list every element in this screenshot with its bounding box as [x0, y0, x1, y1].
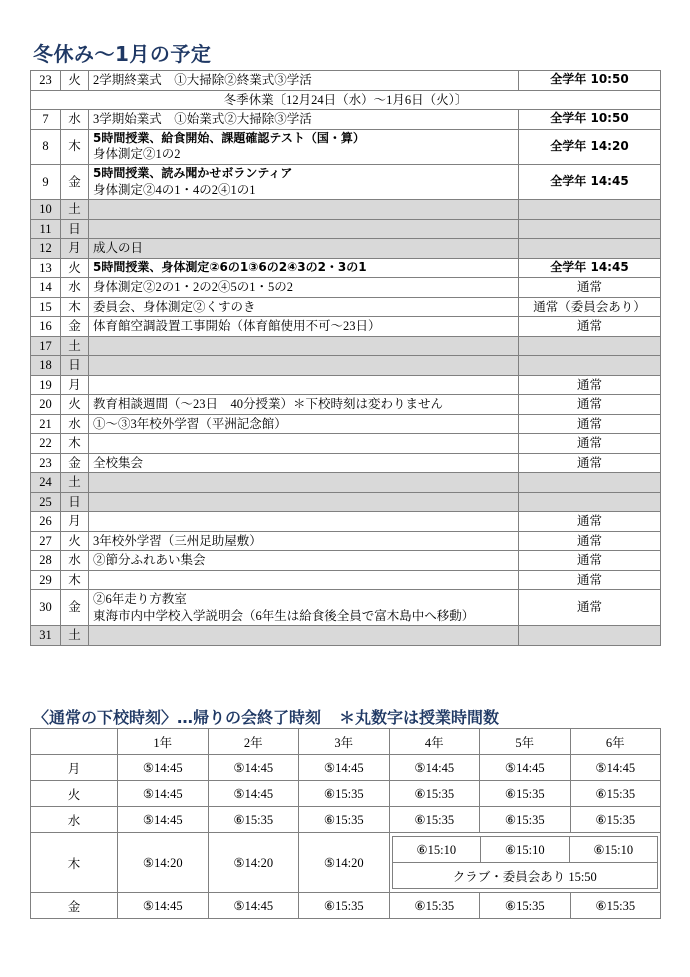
schedule-table-body	[31, 71, 661, 646]
dismissal-table-container	[30, 728, 660, 919]
schedule-day-number: 31	[31, 626, 61, 646]
dismissal-corner-cell	[31, 729, 118, 755]
schedule-weekday: 火	[61, 71, 89, 91]
dismissal-time-cell: ⑤14:45	[208, 893, 299, 919]
schedule-table	[30, 70, 661, 646]
dismissal-time-cell: ⑥15:35	[480, 807, 571, 833]
schedule-event-cell	[89, 395, 519, 415]
schedule-weekday: 土	[61, 626, 89, 646]
schedule-event-cell	[89, 200, 519, 220]
dismissal-grade-header: 1年	[118, 729, 209, 755]
dismissal-thursday-times-row	[392, 837, 658, 863]
schedule-event-cell	[89, 512, 519, 532]
schedule-event-cell	[89, 129, 519, 164]
schedule-row	[31, 512, 661, 532]
schedule-event-line: 東海市内中学校入学説明会（6年生は給食後全員で富木島中へ移動）	[93, 608, 475, 623]
schedule-dismissal-time: 通常	[519, 414, 661, 434]
dismissal-club-note: クラブ・委員会あり 15:50	[392, 863, 658, 889]
dismissal-header-row	[31, 729, 661, 755]
schedule-day-number: 28	[31, 551, 61, 571]
schedule-event-cell	[89, 414, 519, 434]
schedule-row	[31, 531, 661, 551]
schedule-dismissal-time: 通常	[519, 531, 661, 551]
dismissal-time-cell: ⑤14:45	[570, 755, 661, 781]
schedule-weekday: 金	[61, 590, 89, 626]
schedule-weekday: 火	[61, 531, 89, 551]
schedule-event-line: 3学期始業式 ①始業式②大掃除③学活	[93, 112, 312, 126]
schedule-day-number: 23	[31, 71, 61, 91]
schedule-dismissal-time: 全学年 10:50	[519, 110, 661, 130]
schedule-event-cell	[89, 453, 519, 473]
schedule-weekday: 木	[61, 434, 89, 454]
schedule-weekday: 水	[61, 551, 89, 571]
schedule-dismissal-time: 通常	[519, 570, 661, 590]
schedule-weekday: 土	[61, 200, 89, 220]
schedule-event-line: 身体測定②1の2	[93, 147, 181, 162]
dismissal-time-cell: ⑤14:45	[299, 755, 390, 781]
schedule-row	[31, 453, 661, 473]
schedule-day-number: 23	[31, 453, 61, 473]
schedule-event-cell	[89, 317, 519, 337]
dismissal-grade-header: 3年	[299, 729, 390, 755]
schedule-day-number: 17	[31, 336, 61, 356]
schedule-weekday: 月	[61, 239, 89, 259]
schedule-day-number: 9	[31, 164, 61, 199]
schedule-dismissal-time: 全学年 14:45	[519, 258, 661, 278]
schedule-row	[31, 626, 661, 646]
schedule-event-line: 5時間授業、給食開始、課題確認テスト（国・算）	[93, 130, 365, 145]
schedule-row	[31, 570, 661, 590]
schedule-day-number: 14	[31, 278, 61, 298]
schedule-day-number: 16	[31, 317, 61, 337]
schedule-weekday: 火	[61, 395, 89, 415]
schedule-weekday: 水	[61, 110, 89, 130]
schedule-row	[31, 239, 661, 259]
schedule-event-line: 体育館空調設置工事開始（体育館使用不可〜23日）	[93, 319, 381, 334]
dismissal-time-cell: ⑥15:35	[480, 781, 571, 807]
schedule-event-cell	[89, 570, 519, 590]
schedule-dismissal-time	[519, 356, 661, 376]
schedule-event-cell	[89, 110, 519, 130]
dismissal-row-thursday	[31, 833, 661, 893]
dismissal-heading	[33, 705, 499, 728]
dismissal-day-label: 金	[31, 893, 118, 919]
schedule-event-cell	[89, 278, 519, 298]
schedule-day-number: 7	[31, 110, 61, 130]
dismissal-time-cell: ⑥15:35	[570, 893, 661, 919]
dismissal-thursday-club-row	[392, 863, 658, 889]
schedule-weekday: 金	[61, 317, 89, 337]
schedule-day-number: 10	[31, 200, 61, 220]
dismissal-time-cell: ⑥15:10	[569, 837, 658, 863]
dismissal-time-cell: ⑥15:35	[480, 893, 571, 919]
schedule-dismissal-time: 通常（委員会あり）	[519, 297, 661, 317]
schedule-row	[31, 258, 661, 278]
schedule-day-number: 22	[31, 434, 61, 454]
schedule-row	[31, 375, 661, 395]
schedule-event-cell	[89, 375, 519, 395]
schedule-event-cell	[89, 626, 519, 646]
schedule-row	[31, 551, 661, 571]
schedule-row	[31, 110, 661, 130]
schedule-dismissal-time: 通常	[519, 395, 661, 415]
schedule-event-cell	[89, 473, 519, 493]
dismissal-row	[31, 781, 661, 807]
schedule-row	[31, 492, 661, 512]
schedule-day-number: 26	[31, 512, 61, 532]
winter-break-notice: 冬季休業〔12月24日（水）〜1月6日（火）〕	[31, 90, 661, 110]
schedule-weekday: 日	[61, 492, 89, 512]
schedule-weekday: 日	[61, 356, 89, 376]
dismissal-row	[31, 807, 661, 833]
schedule-dismissal-time	[519, 492, 661, 512]
schedule-row	[31, 129, 661, 164]
schedule-weekday: 水	[61, 278, 89, 298]
schedule-dismissal-time: 通常	[519, 590, 661, 626]
schedule-event-line: 成人の日	[93, 241, 144, 256]
dismissal-time-cell: ⑥15:35	[389, 781, 480, 807]
schedule-row	[31, 414, 661, 434]
schedule-day-number: 12	[31, 239, 61, 259]
schedule-dismissal-time: 通常	[519, 278, 661, 298]
dismissal-grade-header: 5年	[480, 729, 571, 755]
schedule-event-line: 3年校外学習（三州足助屋敷）	[93, 533, 262, 548]
schedule-weekday: 日	[61, 219, 89, 239]
schedule-day-number: 8	[31, 129, 61, 164]
schedule-event-cell	[89, 297, 519, 317]
schedule-dismissal-time: 全学年 10:50	[519, 71, 661, 91]
schedule-row	[31, 200, 661, 220]
schedule-row	[31, 356, 661, 376]
schedule-event-cell	[89, 356, 519, 376]
schedule-dismissal-time	[519, 239, 661, 259]
dismissal-time-cell: ⑥15:35	[389, 807, 480, 833]
dismissal-grade-header: 4年	[389, 729, 480, 755]
schedule-event-cell	[89, 492, 519, 512]
schedule-weekday: 土	[61, 473, 89, 493]
schedule-dismissal-time: 全学年 14:20	[519, 129, 661, 164]
schedule-event-cell	[89, 164, 519, 199]
dismissal-heading-main: 〈通常の下校時刻〉…帰りの会終了時刻	[33, 708, 322, 727]
schedule-table-container	[30, 70, 660, 646]
dismissal-time-cell: ⑥15:35	[299, 781, 390, 807]
schedule-event-line: 身体測定②4の1・4の2④1の1	[93, 182, 256, 197]
schedule-day-number: 11	[31, 219, 61, 239]
dismissal-row	[31, 893, 661, 919]
schedule-dismissal-time: 通常	[519, 317, 661, 337]
schedule-row	[31, 395, 661, 415]
dismissal-time-cell: ⑤14:45	[389, 755, 480, 781]
schedule-day-number: 20	[31, 395, 61, 415]
schedule-dismissal-time: 通常	[519, 551, 661, 571]
schedule-day-number: 19	[31, 375, 61, 395]
schedule-row	[31, 336, 661, 356]
schedule-day-number: 25	[31, 492, 61, 512]
schedule-weekday: 水	[61, 414, 89, 434]
schedule-day-number: 27	[31, 531, 61, 551]
schedule-day-number: 30	[31, 590, 61, 626]
schedule-row	[31, 278, 661, 298]
schedule-weekday: 火	[61, 258, 89, 278]
dismissal-time-cell: ⑥15:35	[299, 893, 390, 919]
schedule-weekday: 金	[61, 453, 89, 473]
dismissal-thursday-upper-grades	[389, 833, 661, 893]
dismissal-day-label: 月	[31, 755, 118, 781]
schedule-dismissal-time	[519, 219, 661, 239]
dismissal-time-cell: ⑤14:45	[208, 781, 299, 807]
schedule-event-cell	[89, 336, 519, 356]
schedule-event-cell	[89, 239, 519, 259]
schedule-dismissal-time: 全学年 14:45	[519, 164, 661, 199]
schedule-weekday: 月	[61, 512, 89, 532]
schedule-event-line: ②節分ふれあい集会	[93, 553, 206, 568]
schedule-day-number: 15	[31, 297, 61, 317]
dismissal-time-cell: ⑤14:45	[118, 755, 209, 781]
dismissal-day-label: 水	[31, 807, 118, 833]
schedule-row	[31, 297, 661, 317]
dismissal-time-cell: ⑥15:10	[481, 837, 570, 863]
dismissal-time-cell: ⑤14:45	[118, 893, 209, 919]
schedule-event-line: 5時間授業、身体測定②6の1③6の2④3の2・3の1	[93, 259, 367, 274]
schedule-weekday: 金	[61, 164, 89, 199]
schedule-dismissal-time	[519, 473, 661, 493]
schedule-event-line: 身体測定②2の1・2の2④5の1・5の2	[93, 280, 294, 295]
schedule-row	[31, 434, 661, 454]
schedule-weekday: 木	[61, 129, 89, 164]
dismissal-time-cell: ⑤14:45	[208, 755, 299, 781]
schedule-weekday: 月	[61, 375, 89, 395]
schedule-event-cell	[89, 531, 519, 551]
dismissal-time-cell: ⑥15:10	[392, 837, 481, 863]
dismissal-grade-header: 2年	[208, 729, 299, 755]
schedule-dismissal-time	[519, 626, 661, 646]
dismissal-time-cell: ⑥15:35	[570, 781, 661, 807]
dismissal-row	[31, 755, 661, 781]
schedule-event-line: 2学期終業式 ①大掃除②終業式③学活	[93, 73, 312, 87]
dismissal-time-cell: ⑥15:35	[208, 807, 299, 833]
schedule-event-cell	[89, 434, 519, 454]
dismissal-thursday-subtable	[392, 836, 659, 889]
schedule-row	[31, 71, 661, 91]
schedule-event-cell	[89, 71, 519, 91]
schedule-row	[31, 590, 661, 626]
schedule-day-number: 21	[31, 414, 61, 434]
schedule-event-cell	[89, 219, 519, 239]
schedule-event-line: ①〜③3年校外学習（平洲記念館）	[93, 416, 287, 431]
schedule-event-cell	[89, 590, 519, 626]
dismissal-table-body	[31, 729, 661, 919]
schedule-event-line: 教育相談週間（〜23日 40分授業）＊下校時刻は変わりません	[93, 397, 444, 412]
schedule-dismissal-time: 通常	[519, 512, 661, 532]
dismissal-time-cell: ⑤14:20	[118, 833, 209, 893]
dismissal-time-cell: ⑤14:45	[480, 755, 571, 781]
schedule-day-number: 24	[31, 473, 61, 493]
schedule-dismissal-time: 通常	[519, 434, 661, 454]
dismissal-grade-header: 6年	[570, 729, 661, 755]
schedule-event-line: 5時間授業、読み聞かせボランティア	[93, 165, 293, 180]
schedule-event-cell	[89, 551, 519, 571]
schedule-row	[31, 317, 661, 337]
schedule-event-line: 委員会、身体測定②くすのき	[93, 299, 256, 314]
page-title: 冬休み〜1月の予定	[33, 42, 212, 66]
schedule-row	[31, 164, 661, 199]
schedule-dismissal-time	[519, 200, 661, 220]
schedule-day-number: 18	[31, 356, 61, 376]
schedule-weekday: 土	[61, 336, 89, 356]
schedule-event-cell	[89, 258, 519, 278]
schedule-dismissal-time	[519, 336, 661, 356]
schedule-day-number: 29	[31, 570, 61, 590]
schedule-row	[31, 473, 661, 493]
dismissal-heading-note: ＊丸数字は授業時間数	[339, 708, 500, 727]
dismissal-time-cell: ⑥15:35	[299, 807, 390, 833]
schedule-dismissal-time: 通常	[519, 375, 661, 395]
dismissal-time-cell: ⑤14:20	[208, 833, 299, 893]
schedule-weekday: 木	[61, 570, 89, 590]
schedule-weekday: 木	[61, 297, 89, 317]
dismissal-time-cell: ⑤14:20	[299, 833, 390, 893]
dismissal-day-label: 火	[31, 781, 118, 807]
schedule-event-line: ②6年走り方教室	[93, 592, 187, 607]
schedule-day-number: 13	[31, 258, 61, 278]
dismissal-time-cell: ⑥15:35	[389, 893, 480, 919]
dismissal-day-label: 木	[31, 833, 118, 893]
schedule-event-line: 全校集会	[93, 455, 144, 470]
schedule-dismissal-time: 通常	[519, 453, 661, 473]
schedule-row	[31, 219, 661, 239]
schedule-break-row	[31, 90, 661, 110]
dismissal-table	[30, 728, 661, 919]
dismissal-time-cell: ⑤14:45	[118, 807, 209, 833]
dismissal-time-cell: ⑤14:45	[118, 781, 209, 807]
dismissal-time-cell: ⑥15:35	[570, 807, 661, 833]
